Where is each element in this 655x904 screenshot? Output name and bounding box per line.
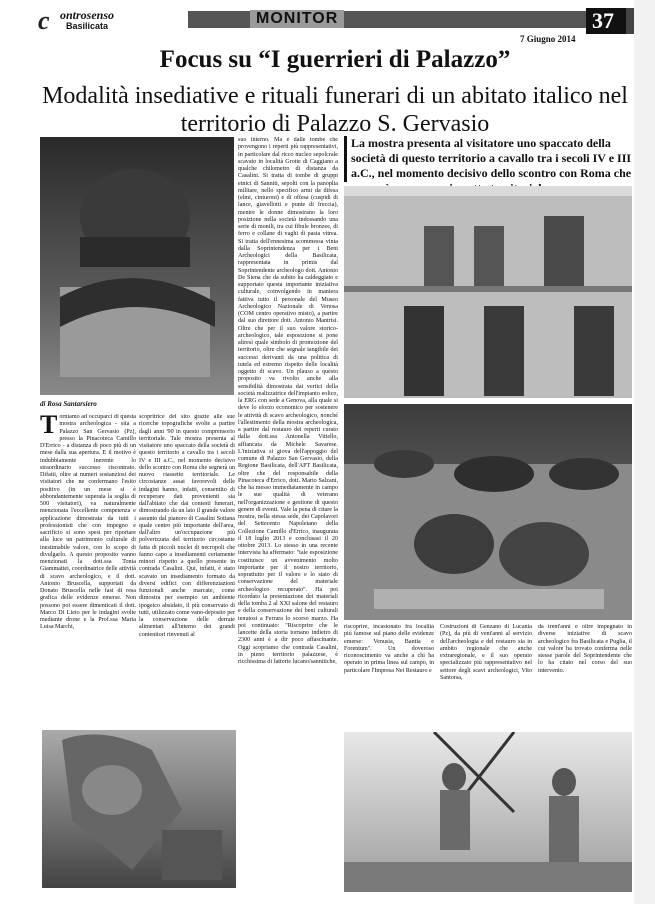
article-column-4: riscoprire, incastonato fra località più famose sul piano delle evidenze emerse: Venusia, Bantia e Forentum". Un doveroso riconoscimento va anche a chi ha operato in prima linea sul campo, in particolare l'Impresa Nei Restauro e bbox=[344, 624, 434, 674]
issue-date: 7 Giugno 2014 bbox=[520, 34, 576, 44]
article-title: Focus su “I guerrieri di Palazzo” bbox=[159, 46, 511, 73]
article-column-6: da trent'anni e oltre impegnato in diverse iniziative di scavo archeologico fra Basilicata e Puglia, il cui valore ha trovato conferma nelle stesse parole del Soprintendente che lo ha citato nel corso del suo intervento. bbox=[538, 624, 632, 674]
logo-region: Basilicata bbox=[66, 21, 109, 31]
adjacent-page-edge bbox=[634, 0, 655, 904]
section-bar bbox=[188, 11, 586, 28]
article-column-2: scopritrice del sito grazie alle sue ricerche topografiche svolte a partire dagli anni '90 in questo comprensorio territoriale. Tale mostra presenta al visitatore uno spaccato della società di questo territorio a cavallo tra i secoli IV e III a.C., nel momento decisivo dello scontro con Roma che segnerà un nuovo riassetto territoriale. Le circostanze assai favorevoli delle indagini hanno, infatti, consentito di recuperare dati provenienti sia dall'abitato che dai contesti funerari, dimostrando da un lato il grande valore assunto dal pianoro di Casalini Sottana quale centro più importante dell'area, dall'altro un'occupazione più polverizzata del territorio circostante fatta di piccoli nuclei di necropoli che fanno capo a insediamenti certamente minori rispetto a quello presente in contrada Casalini. Qui, infatti, è stato scavato un insediamento formato da diversi edifici con differenziazioni funzionali anche marcate, come dimostra per esempio un ambiente ipogeico absidato, il più conservato di tutti, utilizzato come vano-deposito per la conservazione delle derrate alimentari all'interno dei grandi contenitori rinvenuti al bbox=[139, 414, 235, 638]
byline: di Rosa Santarsiero bbox=[40, 400, 97, 408]
pull-quote: La mostra presenta al visitatore uno spaccato della società di questo territorio a cavallo tra i secoli IV e III a.C., nel momento decisivo dello scontro con Roma che bbox=[344, 136, 632, 182]
helmet-photo bbox=[40, 137, 234, 395]
article-column-3: suo interno. Ma è dalle tombe che provengono i reperti più rappresentativi, in particolare dal ricco nucleo sepolcrale scavato in località Grotte di Caggiano a qualche chilometro di distanza da Casalini. Si tratta di tombe di gruppi etnici di Sanniti, sepolti con la panoplia militare, nello specifico armi da difesa (elmi, cinturoni) e di offesa (cuspidi di lance, giavellotti e punte di freccia), mentre le donne dimostrano la loro posizione nella società indossando una serie di monili, tra cui fibule bronzee, di ferro e collane di vaghi di pasta vitrea. Si tratta dell'ennesima scommessa vinta dalla Soprintendenza per i Beni Archeologici della Basilicata, rappresentata in primis dal Soprintendente archeologo dott. Antonio De Siena che da subito ha caldeggiato e supportato questa importante iniziativa culturale, coinvolgendo in maniera fattiva tutto il personale del Museo Archeologico Nazionale di Venosa (COM centro operativo misto), a partire dal suo direttore dott. Antonio Mantrisi. Oltre che per il suo valore storico-archeologico, tale esposizione si pone altresì quale simbolo di promozione del territorio, oltre che segnale tangibile dei successi derivanti da una politica di tutela ed estremo rispetto delle località oggetto di scavo. Un plauso a questo proposito va rivolto anche alla sensibilità dimostrata dai vertici della società realizzatrice dell'impianto eolico, la ERG con sede a Genova, alla quale si deve lo sforzo economico per sostenere le attività di scavo archeologico, nonché l'allestimento della mostra archeologica, a partire dal restauro dei reperti curato dalla dott.ssa Antonella Vitiello, affiancata da Michele Savarese. L'iniziativa si giova dell'appoggio del comune di Palazzo San Gervasio, della Regione Basilicata, dell'APT Basilicata, oltre che del responsabile della Pinacoteca d'Errico, dott. Mario Salzani, che ha messo immediatamente in campo le sue qualità di veterano nell'organizzazione e gestione di questo genere di eventi. Vale la pena di citare la mostra, nella stessa sede, dei Capolavori del Settecento Napoletano della Collezione Camillo d'Errico, inaugurata il 18 luglio 2013 e conclusasi il 20 ottobre 2013. Lo stesso in una recente intervista ha affermato: "tale esposizione costituisce un avvenimento molto importante per il nostro territorio, soprattutto per il valore e lo stato di conservazione del materiale archeologico recuperato". Ha poi ricordato la presentazione dei materiali della tomba 2 al XXI salone del restauro e della conservazione dei beni culturali tenutosi a Ferrara lo scorso marzo. Ha poi continuato: "Riscoprire che le lancette della storia tornano indietro di 2300 anni è a dir poco affascinante. Oggi scopriamo che contrada Casalini, in pieno territorio palazzese, è ricchissima di fattorie lucano/sannitiche, bbox=[238, 137, 338, 665]
article-column-5: Costruzioni di Genzano di Lucania (Pz), da più di vent'anni al servizio dell'archeologia e del restauro sia in ambito regionale che anche extraregionale, e il suo operaio specializzato più rappresentativo nel settore degli scavi archeologici, Vito Santorsa, bbox=[440, 624, 532, 681]
logo-name: ontrosenso bbox=[60, 8, 115, 22]
edge-bar bbox=[626, 8, 634, 34]
drop-cap: T bbox=[40, 414, 58, 439]
warriors-illustration bbox=[344, 732, 632, 892]
vases-photo bbox=[344, 404, 632, 620]
article-column-1 bbox=[40, 414, 136, 726]
building-photo bbox=[344, 186, 632, 398]
bronze-artifact-photo bbox=[42, 730, 236, 888]
logo-letter: c bbox=[38, 6, 50, 35]
section-name: MONITOR bbox=[250, 10, 344, 28]
page-number: 37 bbox=[592, 8, 614, 33]
column-1-text: orniamo ad occuparci di questa mostra archeologica - sita a Palazzo San Gervasio (Pz), presso la Pinacoteca Camillo D'Errico - a distanza di poco più di un mese dalla sua apertura. E il motivo è indubbiamente inerente lo straordinario successo riscontrato. Difatti, oltre ai numeri sostanziosi dei visitatori che ne confermano l'esito positivo (in un mese si è abbondantemente superata la soglia di 500 visitatori), va naturalmente menzionata l'eccellente competenza e applicazione dimostrata da tutti i professionisti che con impegno e sacrificio si sono spesi per riportare alla luce un patrimonio culturale di inestimabile valore, con lo scopo di divulgarlo. A questo proposito vanno menzionati la dott.ssa Tonia Giammattei, coordinatrice delle attività di scavo archeologico, e il dott. Antonio Bruscella, supportati da Donato Bruscella nelle fasi di resa grafica delle evidenze emerse. Non possono poi essere dimenticati il dott. Marco Di Lieto per le indagini svolte mediante drone e la Prof.ssa Maria Luisa Marchi, bbox=[40, 414, 136, 631]
article-subtitle: Modalità insediative e rituali funerari di un abitato italico nel territorio di Palazzo S. Gervasio bbox=[42, 83, 628, 137]
